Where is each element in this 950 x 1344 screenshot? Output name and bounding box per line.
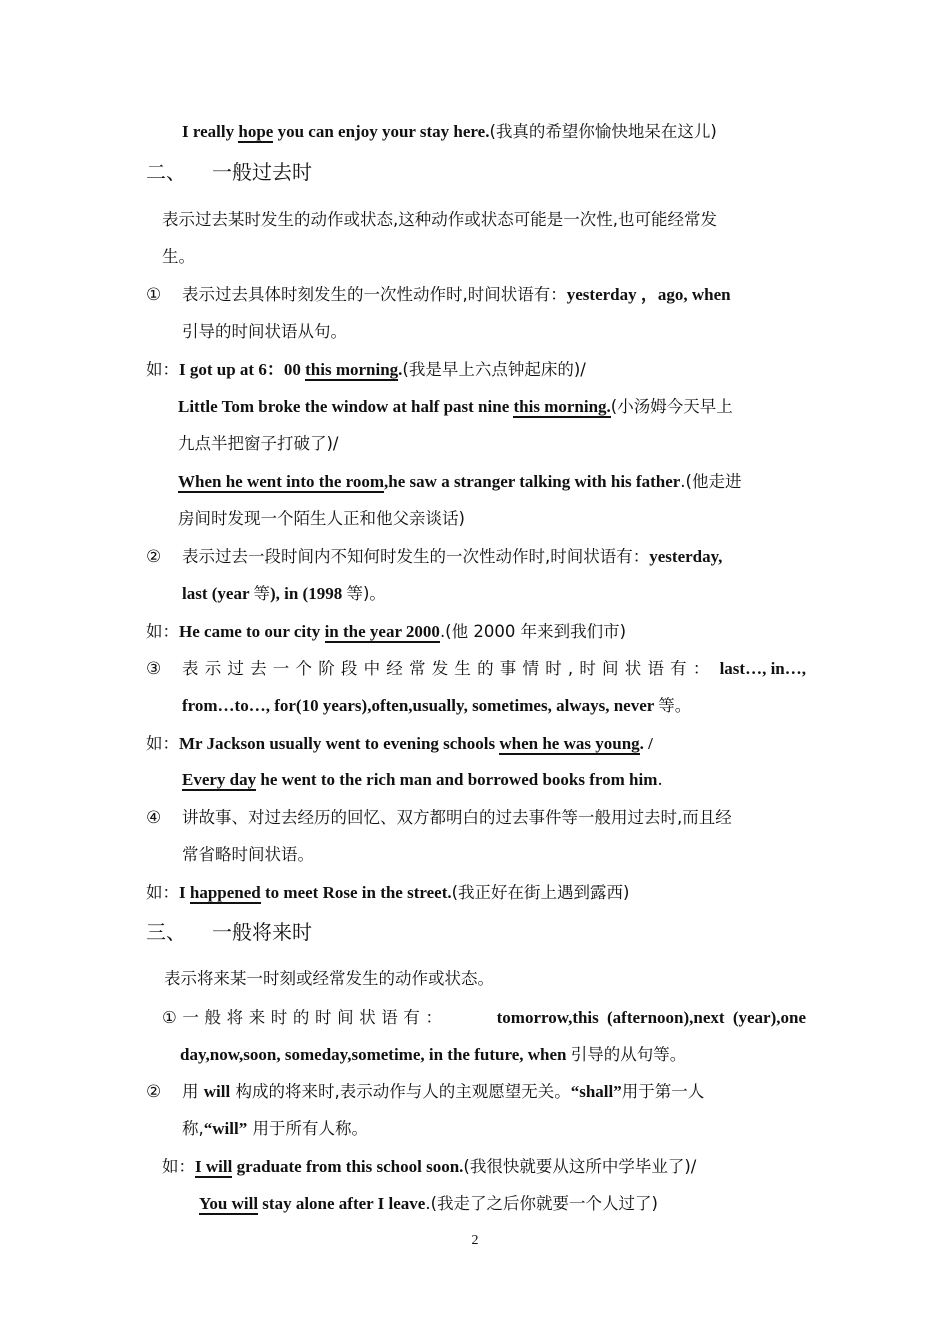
section-heading-past-tense: 二、 一般过去时 [146, 160, 312, 184]
item-1-line-2: 引导的时间状语从句。 [182, 322, 347, 341]
example-mr-jackson: 如：Mr Jackson usually went to evening schools when he was young. / [146, 734, 653, 753]
example-went-into-room: When he went into the room,he saw a stranger talking with his father.(他走进 [178, 472, 742, 491]
item-marker: ④ [146, 808, 162, 828]
item-6-line-1: 用 will 构成的将来时,表示动作与人的主观愿望无关。“shall”用于第一人 [182, 1082, 705, 1101]
page-number: 2 [471, 1233, 479, 1248]
example-every-day: Every day he went to the rich man and borrowed books from him. [182, 770, 663, 790]
item-marker: ② [146, 1082, 162, 1102]
example-you-will-stay: You will stay alone after I leave.(我走了之后你就要一个人过了) [199, 1194, 658, 1213]
item-4-line-1: 讲故事、对过去经历的回忆、双方都明白的过去事件等一般用过去时,而且经 [182, 808, 732, 827]
underlined-phrase: happened [189, 883, 261, 902]
item-5-line-1: ①一般将来时的时间状语有： tomorrow,this (afternoon),next (year),one [162, 1008, 806, 1027]
underlined-phrase: this morning. [513, 397, 611, 416]
example-happened: 如：I happened to meet Rose in the street.(我正好在街上遇到露西) [146, 883, 630, 902]
example-broke-window: Little Tom broke the window at half past nine this morning.(小汤姆今天早上 [178, 397, 733, 416]
example-sentence-hope: I really hope you can enjoy your stay here.(我真的希望你愉快地呆在这儿) [182, 122, 717, 141]
item-2-line-2: last (year 等), in (1998 等)。 [182, 584, 386, 603]
item-6-line-2: 称,“will” 用于所有人称。 [182, 1119, 368, 1138]
underlined-phrase: this morning [305, 360, 399, 379]
underlined-phrase: You will [199, 1194, 259, 1213]
section-intro-future: 表示将来某一时刻或经常发生的动作或状态。 [164, 969, 494, 988]
underlined-phrase: When he went into the room [178, 472, 385, 491]
item-marker: ③ [146, 659, 162, 679]
item-2-line-1: 表示过去一段时间内不知何时发生的一次性动作时,时间状语有：yesterday, [182, 547, 723, 566]
underlined-phrase: hope [238, 122, 274, 141]
example-went-into-room-cont: 房间时发现一个陌生人正和他父亲谈话) [178, 509, 465, 528]
example-broke-window-cont: 九点半把窗子打破了)/ [178, 434, 339, 453]
item-1-line-1: 表示过去具体时刻发生的一次性动作时,时间状语有：yesterday ，ago, when [182, 285, 731, 304]
example-i-will-graduate: 如：I will graduate from this school soon.(我很快就要从这所中学毕业了)/ [162, 1157, 697, 1176]
example-got-up: 如：I got up at 6：00 this morning.(我是早上六点钟起床的)/ [146, 360, 586, 379]
underlined-phrase: Every day [182, 770, 257, 789]
item-3-line-1: 表示过去一个阶段中经常发生的事情时,时间状语有： last…, in…, [182, 659, 806, 678]
section-intro-line-2: 生。 [162, 247, 195, 266]
item-3-line-2: from…to…, for(10 years),often,usually, sometimes, always, never 等。 [182, 696, 692, 715]
item-4-line-2: 常省略时间状语。 [182, 845, 314, 864]
item-marker: ② [146, 547, 162, 567]
example-came-to-city: 如：He came to our city in the year 2000.(他 2000 年来到我们市) [146, 622, 627, 641]
item-marker: ① [146, 285, 162, 305]
underlined-phrase: when he was young [499, 734, 640, 753]
section-intro-line-1: 表示过去某时发生的动作或状态,这种动作或状态可能是一次性,也可能经常发 [162, 210, 717, 229]
section-heading-future-tense: 三、 一般将来时 [146, 920, 312, 944]
underlined-phrase: in the year 2000 [324, 622, 440, 641]
underlined-phrase: I will [195, 1157, 233, 1176]
item-5-line-2: day,now,soon, someday,sometime, in the future, when 引导的从句等。 [180, 1045, 687, 1064]
